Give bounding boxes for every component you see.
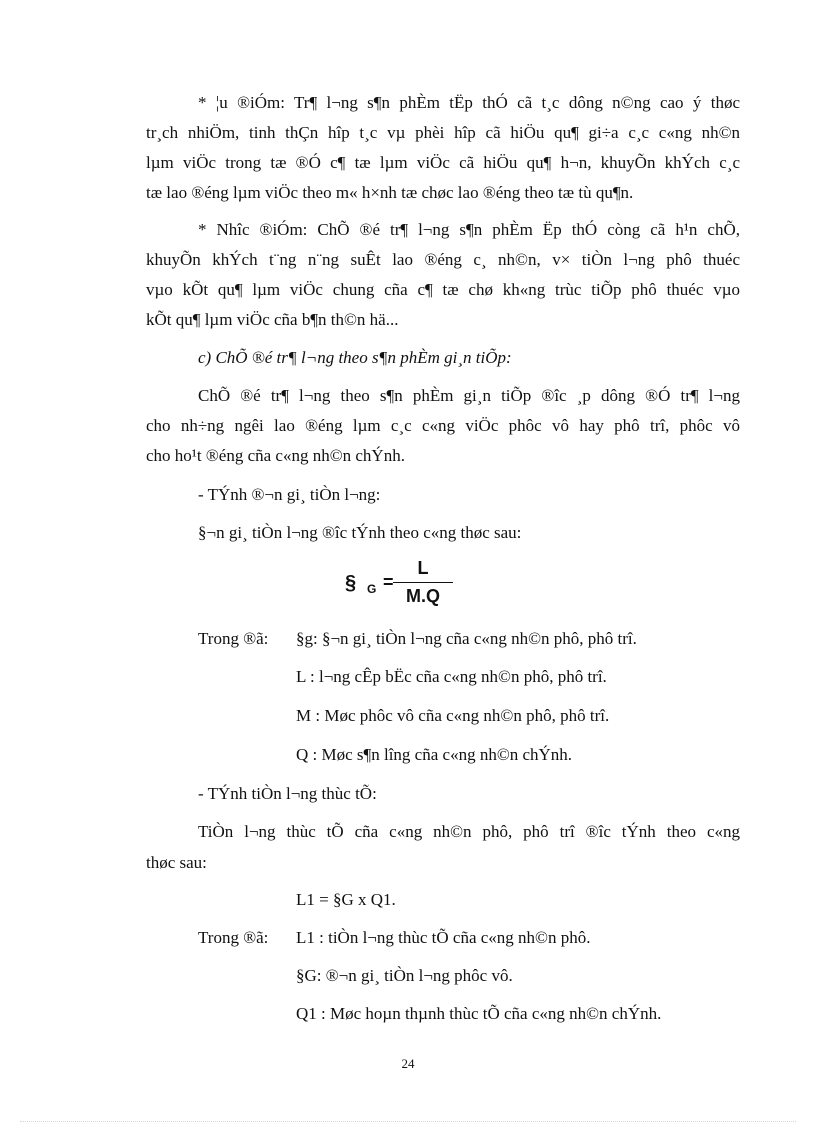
text-line: Trong ®ã: — [198, 629, 269, 648]
formula-subscript: G — [367, 582, 377, 596]
formula-denominator: M.Q — [406, 586, 440, 606]
definition-line: Q1 : Møc hoµn thµnh thùc tÕ cña c«ng nh©n chÝnh. — [296, 1004, 662, 1023]
text-line: ChÕ ®é tr¶ l¬ng theo s¶n phÈm gi¸n tiÕp ®îc ¸p dông ®Ó tr¶ l¬ng — [198, 386, 740, 405]
text-line: * ¦u ®iÓm: Tr¶ l¬ng s¶n phÈm tËp thÓ cã t¸c dông n©ng cao ý thøc — [198, 93, 740, 112]
page-number: 24 — [401, 1056, 415, 1071]
definition-line: §G: ®¬n gi¸ tiÒn l¬ng phôc vô. — [296, 966, 513, 985]
definition-line: M : Møc phôc vô cña c«ng nh©n phô, phô trî. — [296, 706, 610, 725]
text-line: - TÝnh ®¬n gi¸ tiÒn l¬ng: — [198, 485, 381, 504]
text-line: cho nh÷ng ngêi lao ®éng lµm c¸c c«ng viÖc phôc vô hay phô trî, phôc vô — [146, 416, 740, 435]
definition-line: Q : Møc s¶n lîng cña c«ng nh©n chÝnh. — [296, 745, 573, 764]
definition-line: L1 : tiÒn l¬ng thùc tÕ cña c«ng nh©n phô. — [296, 928, 591, 947]
formula-symbol: § — [345, 572, 357, 594]
definition-line: §g: §¬n gi¸ tiÒn l¬ng cña c«ng nh©n phô, phô trî. — [296, 629, 637, 648]
definition-line: L : l¬ng cÊp bËc cña c«ng nh©n phô, phô trî. — [296, 667, 607, 686]
formula-equals: = — [383, 572, 394, 592]
text-line: khuyÕn khÝch t¨ng n¨ng suÊt lao ®éng c¸ nh©n, v× tiÒn l¬ng phô thuéc — [146, 250, 740, 269]
text-line: * Nhîc ®iÓm: ChÕ ®é tr¶ l¬ng s¶n phÈm Ëp thÓ còng cã h¹n chÕ, — [198, 220, 740, 239]
fraction-bar — [393, 582, 453, 583]
text-line: - TÝnh tiÒn l¬ng thùc tÕ: — [198, 784, 377, 803]
text-line: vµo kÕt qu¶ lµm viÖc chung cña c¶ tæ chø kh«ng trùc tiÕp phô thuéc vµo — [146, 280, 740, 299]
text-line: §¬n gi¸ tiÒn l¬ng ®îc tÝnh theo c«ng thøc sau: — [198, 523, 522, 542]
text-line: TiÒn l¬ng thùc tÕ cña c«ng nh©n phô, phô trî ®îc tÝnh theo c«ng — [198, 822, 740, 841]
text-line: Trong ®ã: — [198, 928, 269, 947]
text-line: lµm viÖc trong tæ ®Ó c¶ tæ lµm viÖc cã hiÖu qu¶ h¬n, khuyÕn khÝch c¸c — [146, 153, 740, 172]
section-heading: c) ChÕ ®é tr¶ l¬ng theo s¶n phÈm gi¸n tiÕp: — [198, 348, 512, 367]
formula-numerator: L — [417, 558, 429, 578]
text-line: cho ho¹t ®éng cña c«ng nh©n chÝnh. — [146, 446, 405, 465]
page-bottom-divider — [20, 1121, 796, 1122]
text-line: thøc sau: — [146, 853, 207, 872]
text-line: tr¸ch nhiÖm, tinh thÇn hîp t¸c vµ phèi hîp cã hiÖu qu¶ gi÷a c¸c c«ng nh©n — [146, 123, 740, 142]
formula-line: L1 = §G x Q1. — [296, 890, 396, 909]
text-line: kÕt qu¶ lµm viÖc cña b¶n th©n hä... — [146, 310, 399, 329]
text-line: tæ lao ®éng lµm viÖc theo m« h×nh tæ chøc lao ®éng theo tæ tù qu¶n. — [146, 183, 634, 202]
